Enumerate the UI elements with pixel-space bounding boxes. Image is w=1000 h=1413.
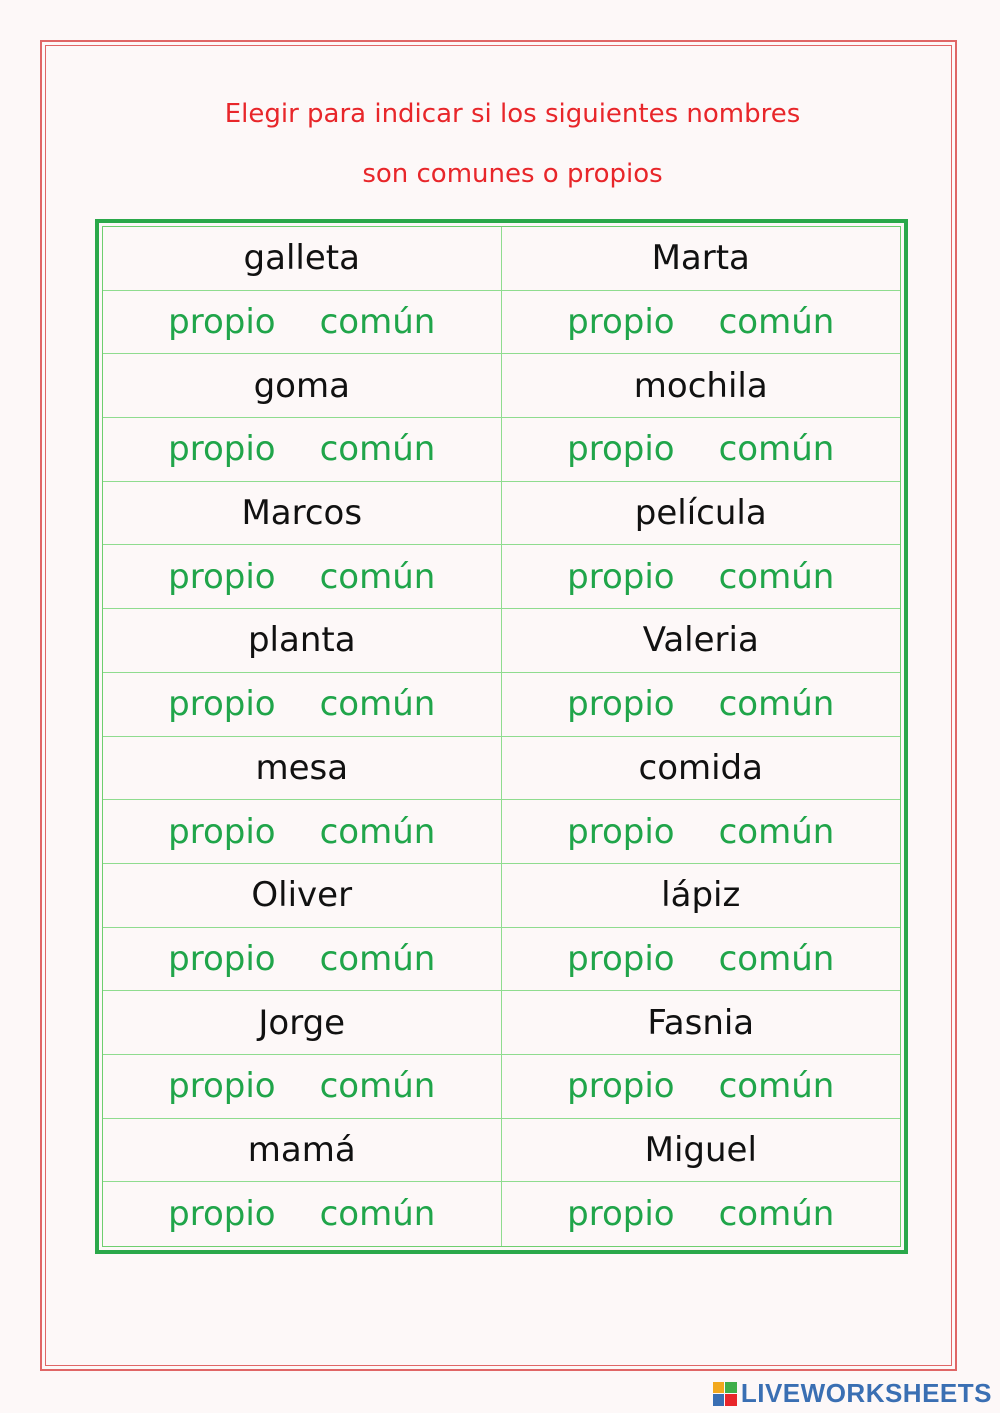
liveworksheets-text: LIVEWORKSHEETS (740, 1378, 992, 1408)
options-cell (103, 1182, 502, 1246)
instructions (40, 84, 985, 204)
word-cell (502, 1119, 901, 1183)
option-propio[interactable]: propio (168, 811, 276, 852)
option-propio[interactable]: propio (168, 302, 276, 343)
option-comun[interactable]: común (319, 1066, 436, 1107)
noun-word: Miguel (644, 1129, 757, 1170)
option-propio[interactable]: propio (567, 938, 675, 979)
options-cell (502, 800, 901, 864)
noun-word: mamá (247, 1129, 356, 1170)
noun-word: Marta (651, 238, 750, 279)
option-comun[interactable]: común (718, 1194, 835, 1235)
option-propio[interactable]: propio (168, 429, 276, 470)
word-cell (502, 609, 901, 673)
option-comun[interactable]: común (319, 684, 436, 725)
options-cell (103, 545, 502, 609)
options-cell (103, 673, 502, 737)
options-cell (502, 418, 901, 482)
word-cell (103, 354, 502, 418)
option-comun[interactable]: común (319, 1194, 436, 1235)
word-cell (103, 1119, 502, 1183)
noun-word: película (634, 493, 767, 534)
option-propio[interactable]: propio (168, 1066, 276, 1107)
option-propio[interactable]: propio (567, 429, 675, 470)
noun-word: comida (638, 747, 763, 788)
instructions-line-2: son comunes o propios (362, 159, 663, 189)
option-propio[interactable]: propio (567, 684, 675, 725)
noun-word: Valeria (642, 620, 759, 661)
word-cell (502, 737, 901, 801)
word-cell (103, 737, 502, 801)
noun-word: Oliver (251, 875, 353, 916)
word-cell (502, 227, 901, 291)
noun-word: Fasnia (647, 1002, 755, 1043)
option-propio[interactable]: propio (567, 811, 675, 852)
options-cell (502, 928, 901, 992)
word-cell (502, 354, 901, 418)
liveworksheets-watermark (713, 1378, 992, 1409)
options-cell (502, 1055, 901, 1119)
noun-word: Marcos (241, 493, 363, 534)
instructions-line-1: Elegir para indicar si los siguientes nombres (224, 99, 801, 129)
noun-word: mochila (633, 365, 768, 406)
word-cell (502, 864, 901, 928)
option-comun[interactable]: común (718, 684, 835, 725)
option-comun[interactable]: común (718, 302, 835, 343)
options-cell (103, 800, 502, 864)
option-propio[interactable]: propio (567, 302, 675, 343)
options-cell (502, 291, 901, 355)
word-cell (103, 991, 502, 1055)
option-comun[interactable]: común (718, 556, 835, 597)
word-cell (103, 609, 502, 673)
option-comun[interactable]: común (319, 938, 436, 979)
options-cell (103, 928, 502, 992)
option-comun[interactable]: común (718, 429, 835, 470)
options-cell (502, 673, 901, 737)
option-propio[interactable]: propio (567, 1066, 675, 1107)
option-propio[interactable]: propio (168, 556, 276, 597)
noun-word: mesa (255, 747, 349, 788)
options-cell (103, 418, 502, 482)
options-cell (502, 1182, 901, 1246)
option-propio[interactable]: propio (168, 938, 276, 979)
option-comun[interactable]: común (319, 302, 436, 343)
noun-word: galleta (243, 238, 360, 279)
option-propio[interactable]: propio (168, 684, 276, 725)
option-comun[interactable]: común (319, 556, 436, 597)
nouns-table-grid (102, 226, 901, 1247)
option-comun[interactable]: común (718, 1066, 835, 1107)
option-comun[interactable]: común (319, 811, 436, 852)
word-cell (103, 864, 502, 928)
option-comun[interactable]: común (718, 811, 835, 852)
option-propio[interactable]: propio (567, 556, 675, 597)
noun-word: goma (253, 365, 350, 406)
noun-word: Jorge (258, 1002, 346, 1043)
option-propio[interactable]: propio (567, 1194, 675, 1235)
liveworksheets-logo-icon (713, 1382, 737, 1406)
nouns-table (95, 219, 908, 1254)
options-cell (502, 545, 901, 609)
word-cell (103, 482, 502, 546)
word-cell (502, 482, 901, 546)
noun-word: lápiz (661, 875, 741, 916)
word-cell (502, 991, 901, 1055)
option-comun[interactable]: común (319, 429, 436, 470)
option-propio[interactable]: propio (168, 1194, 276, 1235)
options-cell (103, 1055, 502, 1119)
options-cell (103, 291, 502, 355)
word-cell (103, 227, 502, 291)
noun-word: planta (247, 620, 356, 661)
option-comun[interactable]: común (718, 938, 835, 979)
